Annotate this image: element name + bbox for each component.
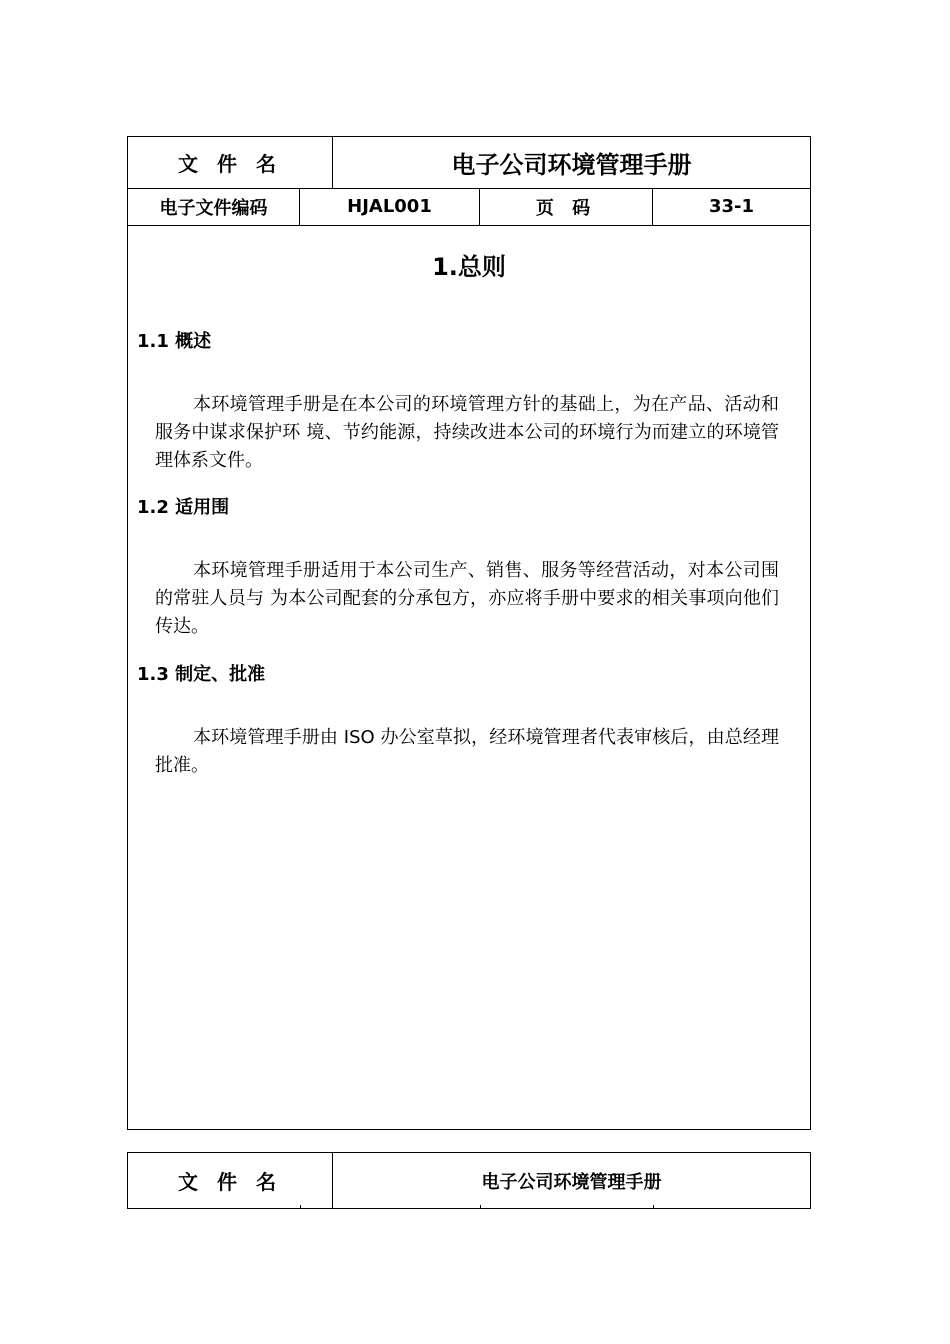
section-body-approval: 本环境管理手册由 ISO 办公室草拟，经环境管理者代表审核后，由总经理批准。 xyxy=(155,727,779,776)
next-page-header xyxy=(127,1152,811,1209)
code-value: HJAL001 xyxy=(300,188,480,225)
file-name-value: 电子公司环境管理手册 xyxy=(451,151,692,179)
chapter-title: 1.总则 xyxy=(432,253,506,281)
next-file-name-value: 电子公司环境管理手册 xyxy=(481,1171,662,1193)
section-title-approval: 1.3 制定、批准 xyxy=(137,664,266,685)
document-page xyxy=(127,136,811,1130)
page-value: 33-1 xyxy=(708,196,755,217)
header-row-title xyxy=(128,137,810,189)
section-body-overview: 本环境管理手册是在本公司的环境管理方针的基础上，为在产品、活动和服务中谋求保护环 境、节约能源，持续改进本公司的环境行为而建立的环境管理体系文件。 xyxy=(155,394,779,471)
section-title-scope: 1.2 适用围 xyxy=(137,497,230,518)
header-row-meta xyxy=(128,188,810,226)
next-file-name-label: 文 件 名 xyxy=(128,1153,333,1208)
column-tick xyxy=(653,1205,654,1209)
code-label: 电子文件编码 xyxy=(128,188,300,225)
file-name-label: 文 件 名 xyxy=(128,137,333,188)
section-title-overview: 1.1 概述 xyxy=(137,331,212,352)
column-tick xyxy=(480,1205,481,1209)
column-tick xyxy=(300,1205,301,1209)
page-label: 页 码 xyxy=(480,188,653,225)
section-body-scope: 本环境管理手册适用于本公司生产、销售、服务等经营活动，对本公司围的常驻人员与 为本公司配套的分承包方，亦应将手册中要求的相关事项向他们传达。 xyxy=(155,560,779,637)
